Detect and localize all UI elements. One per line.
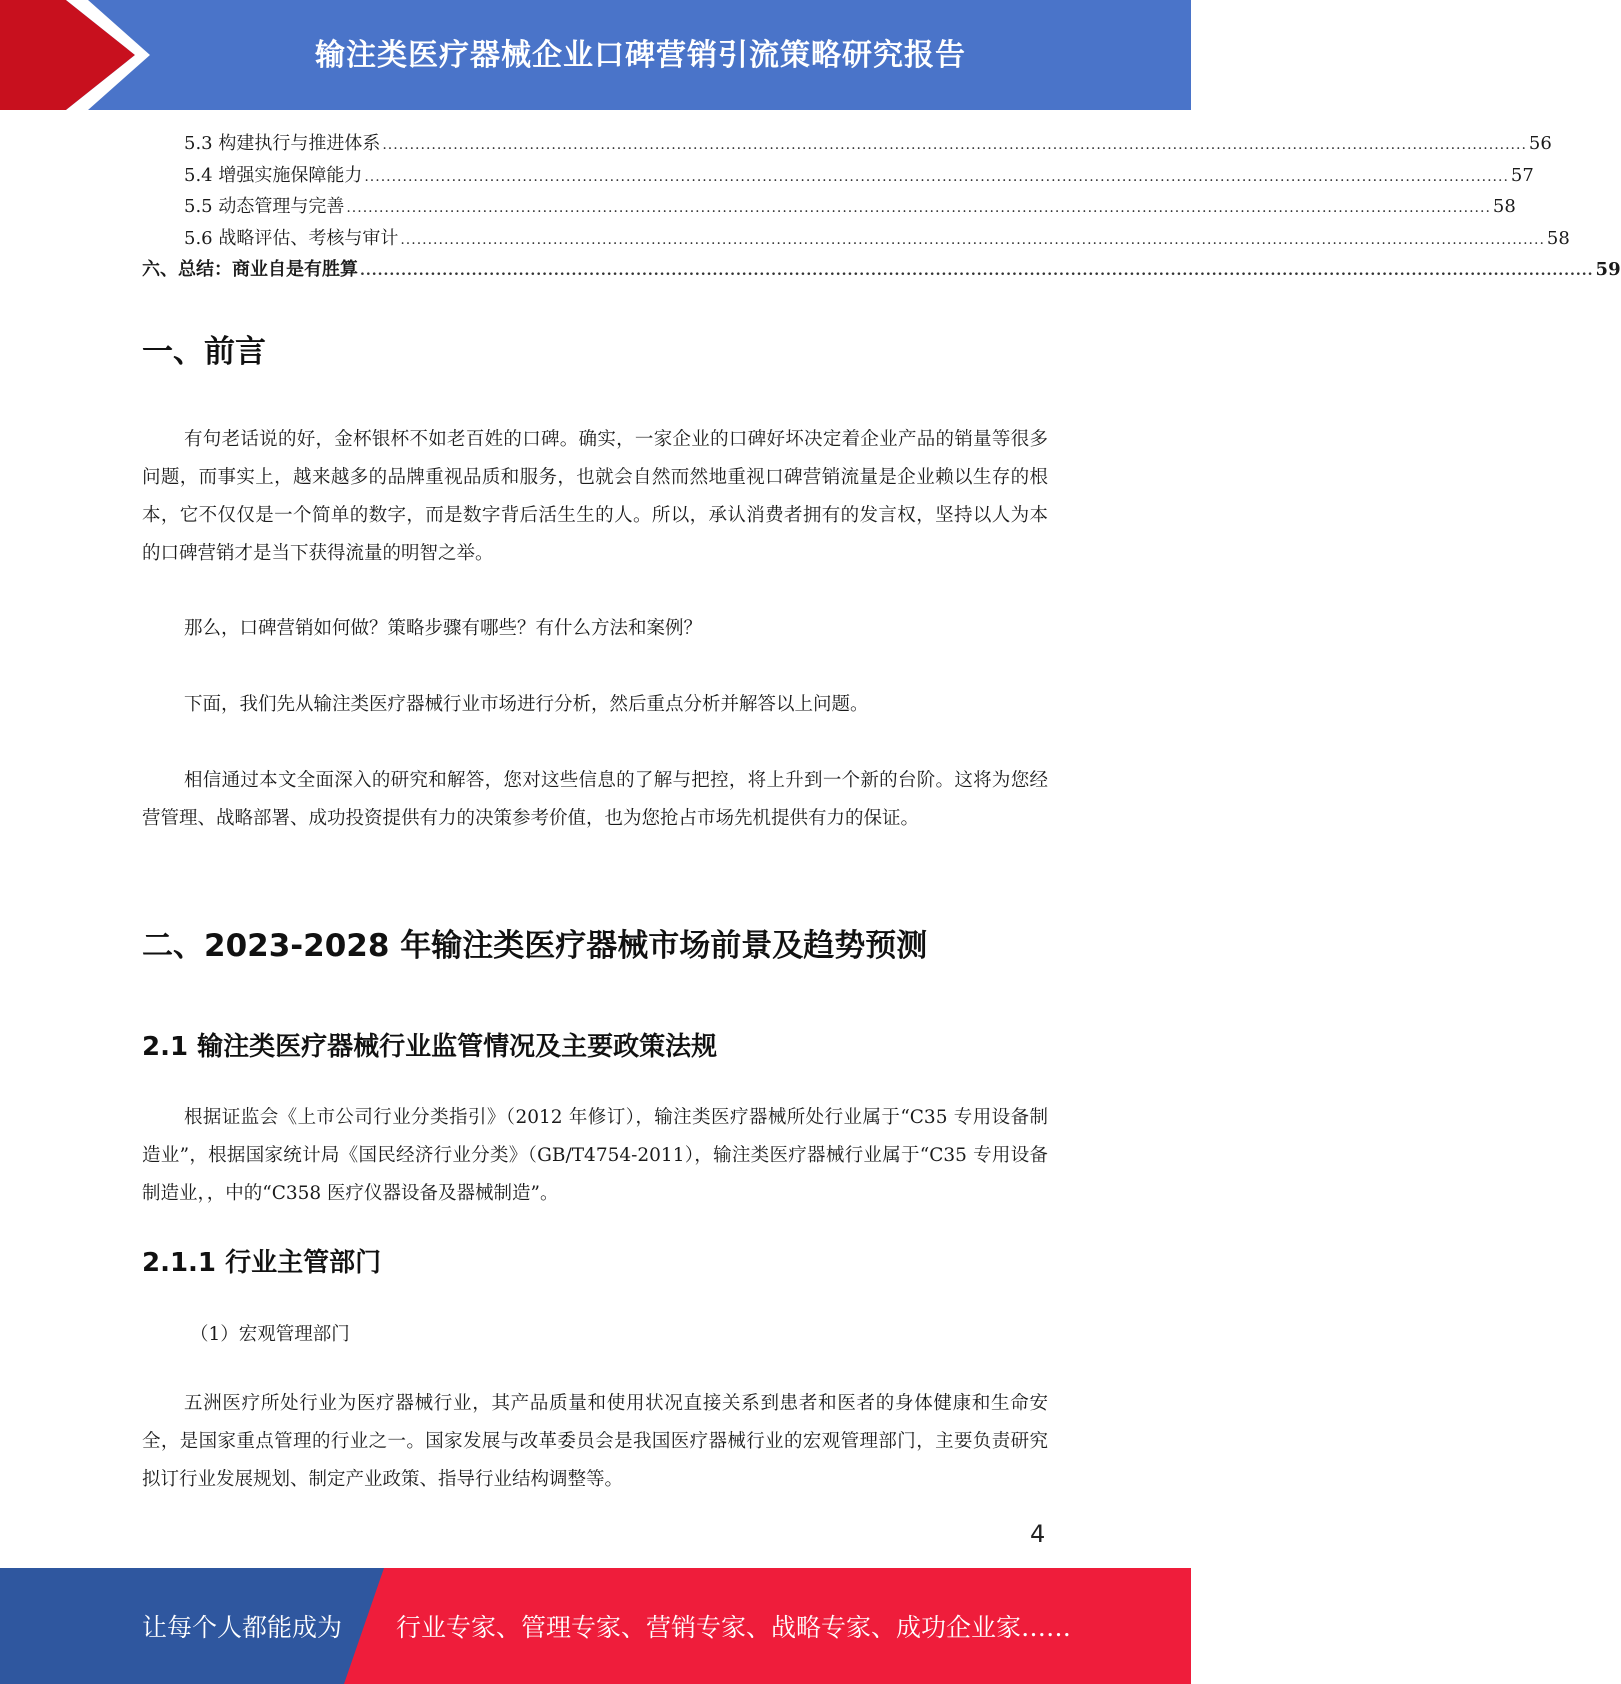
body-paragraph: 有句老话说的好，金杯银杯不如老百姓的口碑。确实，一家企业的口碑好坏决定着企业产品的销量等很多问题，而事实上，越来越多的品牌重视品质和服务，也就会自然而然地重视口碑营销流量是企业赖以生存的根本，它不仅仅是一个简单的数字，而是数字背后活生生的人。所以，承认消费者拥有的发言权，坚持以人为本的口碑营销才是当下获得流量的明智之举。 — [142, 429, 1048, 564]
section-heading-preface: 一、前言 — [142, 334, 266, 370]
subsection-heading-regulation: 2.1 输注类医疗器械行业监管情况及主要政策法规 — [142, 1032, 718, 1062]
footer-slogan-left: 让每个人都能成为 — [142, 1613, 343, 1642]
toc-entry-page: 56 — [1528, 133, 1552, 154]
body-paragraph: 相信通过本文全面深入的研究和解答，您对这些信息的了解与把控，将上升到一个新的台阶。这将为您经营管理、战略部署、成功投资提供有力的决策参考价值，也为您抢占市场先机提供有力的保证。 — [142, 770, 1048, 829]
toc-leader-dots: .................................................................................................................................................................................................................. — [346, 200, 1491, 216]
toc-leader-dots: .................................................................................................................................................................................................................. — [400, 231, 1545, 248]
body-paragraph: 那么，口碑营销如何做？策略步骤有哪些？有什么方法和案例？ — [184, 618, 703, 639]
toc-entry[interactable] — [142, 254, 1621, 286]
toc-leader-dots: .................................................................................................................................................................................................................. — [360, 263, 1594, 279]
toc-entry[interactable] — [142, 128, 1552, 160]
report-title: 输注类医疗器械企业口碑营销引流策略研究报告 — [315, 38, 966, 73]
list-item-macro-management: （1）宏观管理部门 — [190, 1324, 350, 1345]
section-heading-forecast: 二、2023-2028 年输注类医疗器械市场前景及趋势预测 — [142, 928, 928, 964]
toc-entry-label: 5.3 构建执行与推进体系 — [184, 133, 381, 154]
toc-leader-dots: .................................................................................................................................................................................................................. — [364, 168, 1509, 185]
toc-entry[interactable] — [142, 160, 1534, 192]
table-of-contents — [142, 128, 1621, 286]
body-paragraph: 五洲医疗所处行业为医疗器械行业，其产品质量和使用状况直接关系到患者和医者的身体健康和生命安全，是国家重点管理的行业之一。国家发展与改革委员会是我国医疗器械行业的宏观管理部门，主要负责研究拟订行业发展规划、制定产业政策、指导行业结构调整等。 — [142, 1393, 1048, 1490]
toc-entry-page: 58 — [1546, 227, 1570, 249]
subsection-heading-authorities: 2.1.1 行业主管部门 — [142, 1248, 382, 1278]
toc-entry[interactable] — [142, 223, 1570, 255]
body-paragraph: 下面，我们先从输注类医疗器械行业市场进行分析，然后重点分析并解答以上问题。 — [184, 694, 869, 715]
toc-entry-page: 59 — [1595, 259, 1621, 280]
toc-entry-label: 5.5 动态管理与完善 — [184, 196, 345, 217]
page-footer — [0, 1568, 1191, 1684]
toc-entry-page: 58 — [1492, 196, 1516, 217]
toc-leader-dots: .................................................................................................................................................................................................................. — [382, 137, 1527, 153]
toc-entry[interactable] — [142, 191, 1516, 223]
toc-entry-label: 5.6 战略评估、考核与审计 — [184, 227, 399, 249]
toc-entry-label: 5.4 增强实施保障能力 — [184, 164, 363, 186]
page-header — [0, 0, 1191, 110]
toc-entry-label: 六、总结：商业自是有胜算 — [142, 259, 358, 280]
body-paragraph: 根据证监会《上市公司行业分类指引》（2012 年修订），输注类医疗器械所处行业属于“C35 专用设备制造业”，根据国家统计局《国民经济行业分类》（GB/T4754-2011），输注类医疗器械行业属于“C35 专用设备制造业，，中的“C358 医疗仪器设备及器械制造”。 — [142, 1107, 1048, 1204]
footer-slogan-right: 行业专家、管理专家、营销专家、战略专家、成功企业家…… — [396, 1613, 1072, 1642]
page-number: 4 — [1030, 1520, 1046, 1548]
toc-entry-page: 57 — [1510, 164, 1534, 186]
